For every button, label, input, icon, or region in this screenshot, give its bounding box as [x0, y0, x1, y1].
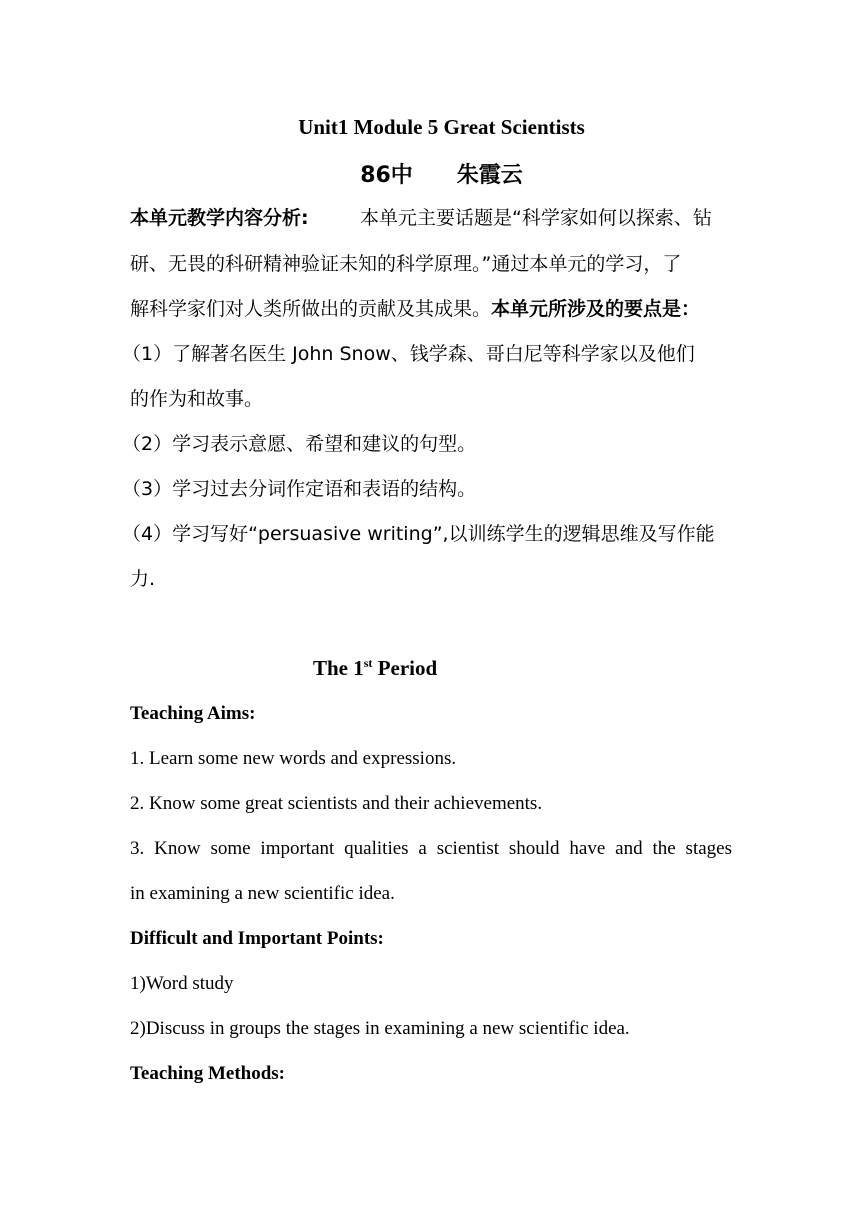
teaching-methods-heading: Teaching Methods: — [130, 1063, 286, 1084]
point-2: （2）学习表示意愿、希望和建议的句型。 — [122, 433, 477, 455]
point-item-1: 1)Word study — [130, 973, 234, 994]
document-title: Unit1 Module 5 Great Scientists — [298, 115, 585, 139]
aim-3-line-2: in examining a new scientific idea. — [130, 883, 395, 904]
key-points-label: 本单元所涉及的要点是： — [491, 298, 701, 320]
points-heading: Difficult and Important Points: — [130, 928, 384, 949]
point-item-2: 2)Discuss in groups the stages in examining a new scientific idea. — [130, 1018, 630, 1039]
point-3: （3）学习过去分词作定语和表语的结构。 — [122, 478, 477, 500]
point-4-line-2: 力. — [130, 568, 156, 590]
period-prefix: The 1 — [313, 656, 364, 680]
period-suffix: Period — [372, 656, 438, 680]
aim-1: 1. Learn some new words and expressions. — [130, 748, 457, 769]
aim-2: 2. Know some great scientists and their achievements. — [130, 793, 543, 814]
analysis-label-text: 本单元教学内容分析: — [130, 207, 309, 229]
aim-3-line-1: 3. Know some important qualities a scientist should have and the stages — [130, 838, 732, 859]
point-1-line-2: 的作为和故事。 — [130, 388, 264, 410]
teaching-aims-heading: Teaching Aims: — [130, 703, 256, 724]
analysis-line-3-text: 解科学家们对人类所做出的贡献及其成果。 — [130, 298, 492, 320]
author-line: 86中 朱霞云 — [360, 163, 523, 188]
analysis-line-1: 本单元主要话题是“科学家如何以探索、钻 — [360, 207, 712, 229]
analysis-line-2: 研、无畏的科研精神验证未知的科学原理。”通过本单元的学习，了 — [130, 253, 682, 275]
point-1-line-1: （1）了解著名医生 John Snow、钱学森、哥白尼等科学家以及他们 — [122, 343, 695, 365]
analysis-label — [130, 206, 309, 231]
period-ordinal: st — [363, 656, 373, 670]
point-4-line-1: （4）学习写好“persuasive writing”,以训练学生的逻辑思维及写作能 — [122, 523, 715, 545]
period-heading — [313, 656, 437, 680]
analysis-line-3 — [130, 297, 700, 321]
